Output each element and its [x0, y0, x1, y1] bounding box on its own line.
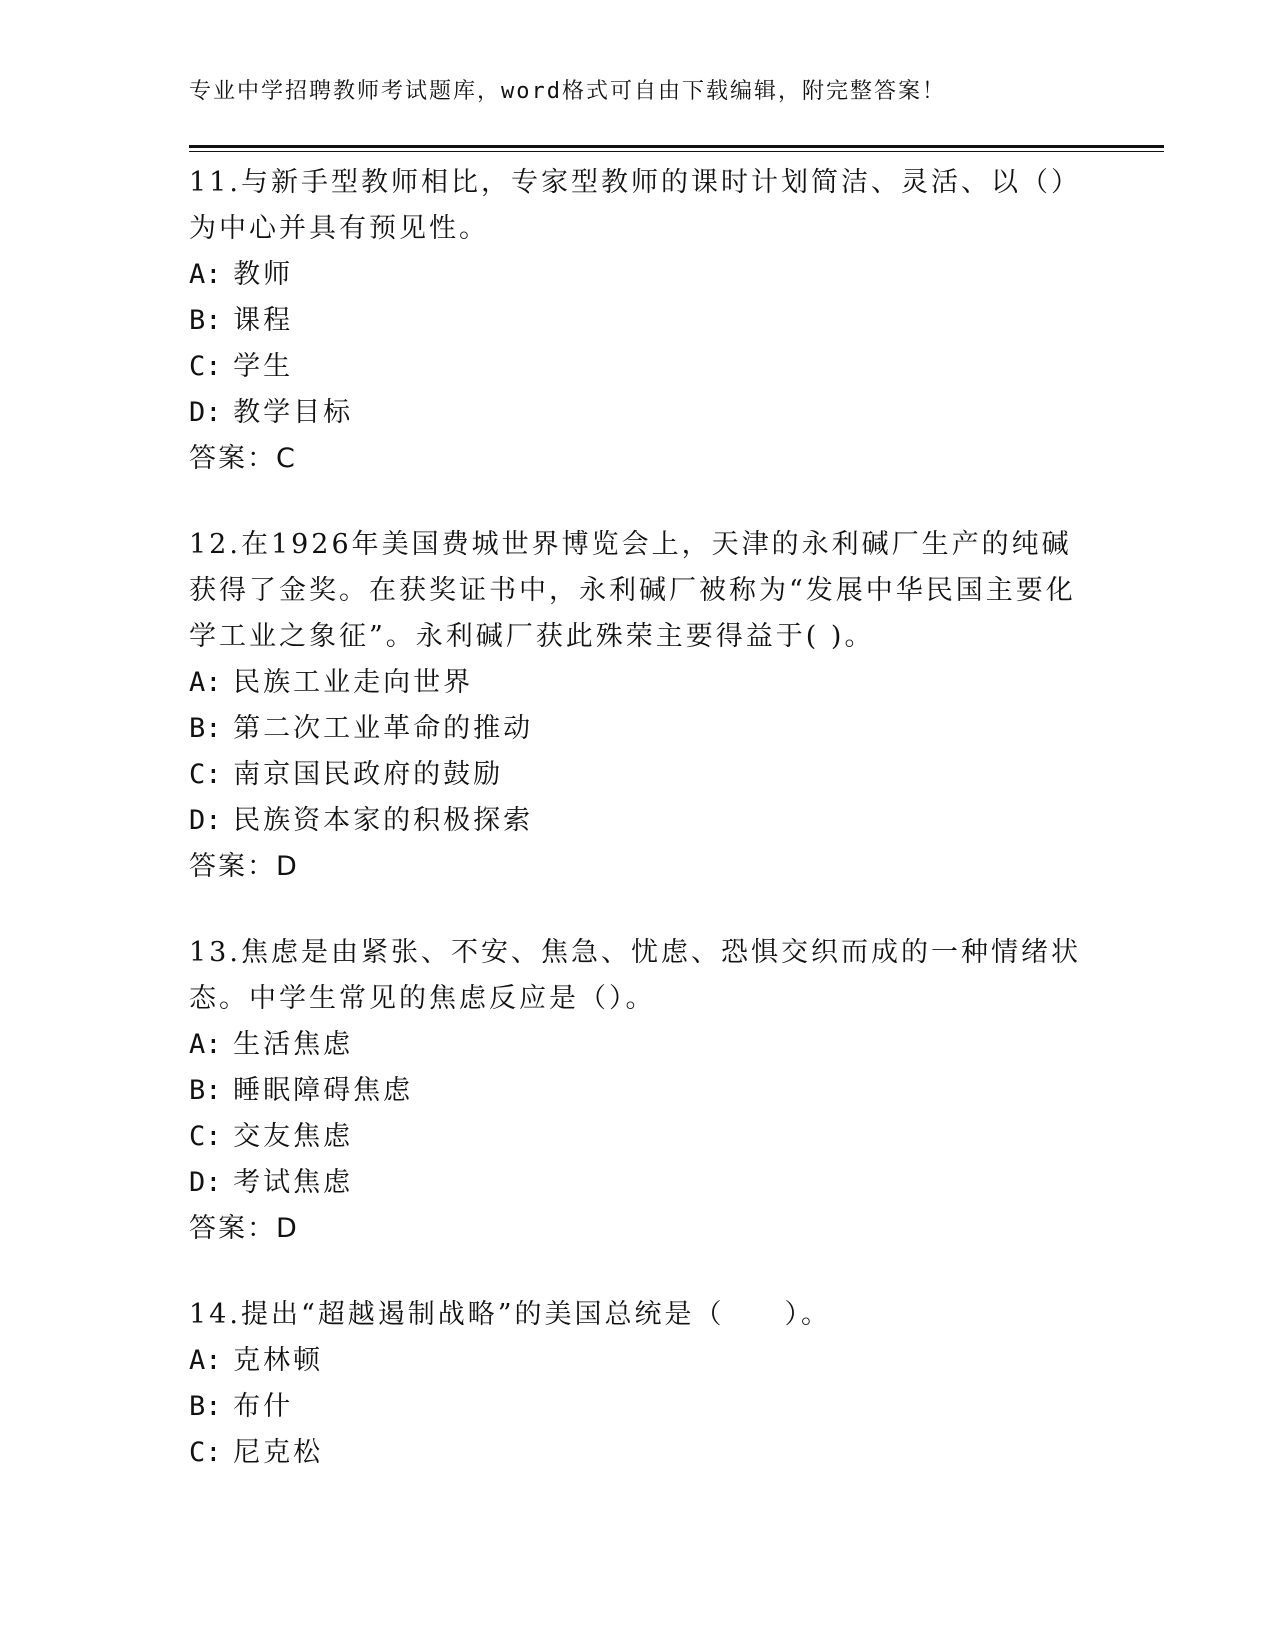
option-letter: B:	[189, 1391, 222, 1422]
option-c	[189, 1114, 1089, 1160]
answer: 答案：C	[189, 443, 297, 474]
question-stem: 14.提出“超越遏制战略”的美国总统是（ ）。	[189, 1299, 832, 1330]
option-letter: B:	[189, 305, 222, 336]
option-letter: C:	[189, 1121, 222, 1152]
option-letter: A:	[189, 1029, 222, 1060]
option-letter: C:	[189, 351, 222, 382]
option-a	[189, 1022, 1089, 1068]
option-text: 民族资本家的积极探索	[233, 805, 534, 836]
answer: 答案：D	[189, 851, 299, 882]
question-list	[189, 160, 1089, 1476]
option-c	[189, 1430, 1089, 1476]
option-letter: B:	[189, 1075, 222, 1106]
option-b	[189, 298, 1089, 344]
question-11	[189, 160, 1089, 482]
header-rule-thin	[189, 151, 1164, 152]
option-text: 交友焦虑	[233, 1121, 354, 1152]
question-14	[189, 1292, 1089, 1476]
header-rule-thick	[189, 145, 1164, 148]
question-stem: 13.焦虑是由紧张、不安、焦急、忧虑、恐惧交织而成的一种情绪状态。中学生常见的焦虑反应是（）。	[189, 937, 1081, 1014]
option-letter: D:	[189, 1167, 222, 1198]
option-text: 教学目标	[233, 397, 354, 428]
option-text: 民族工业走向世界	[233, 667, 474, 698]
option-letter: C:	[189, 1437, 222, 1468]
option-d	[189, 390, 1089, 436]
option-text: 生活焦虑	[233, 1029, 354, 1060]
question-13	[189, 930, 1089, 1252]
question-stem: 12.在1926年美国费城世界博览会上，天津的永利碱厂生产的纯碱获得了金奖。在获奖证书中，永利碱厂被称为“发展中华民国主要化学工业之象征”。永利碱厂获此殊荣主要得益于( )。	[189, 529, 1076, 652]
option-c	[189, 344, 1089, 390]
option-c	[189, 752, 1089, 798]
option-text: 克林顿	[233, 1345, 324, 1376]
option-text: 睡眠障碍焦虑	[233, 1075, 414, 1106]
option-b	[189, 1068, 1089, 1114]
option-text: 学生	[233, 351, 294, 382]
question-stem: 11.与新手型教师相比，专家型教师的课时计划简洁、灵活、以（）为中心并具有预见性。	[189, 167, 1081, 244]
option-a	[189, 1338, 1089, 1384]
option-text: 教师	[233, 259, 294, 290]
question-12	[189, 522, 1089, 890]
option-letter: C:	[189, 759, 222, 790]
option-letter: D:	[189, 397, 222, 428]
option-b	[189, 706, 1089, 752]
option-a	[189, 660, 1089, 706]
option-d	[189, 798, 1089, 844]
option-text: 考试焦虑	[233, 1167, 354, 1198]
option-a	[189, 252, 1089, 298]
option-text: 南京国民政府的鼓励	[233, 759, 504, 790]
option-letter: A:	[189, 667, 222, 698]
option-text: 课程	[233, 305, 294, 336]
option-d	[189, 1160, 1089, 1206]
option-text: 布什	[233, 1391, 294, 1422]
option-b	[189, 1384, 1089, 1430]
option-letter: A:	[189, 1345, 222, 1376]
option-letter: A:	[189, 259, 222, 290]
page-header: 专业中学招聘教师考试题库，word格式可自由下载编辑，附完整答案！	[189, 79, 946, 104]
answer: 答案：D	[189, 1213, 299, 1244]
option-letter: D:	[189, 805, 222, 836]
option-text: 第二次工业革命的推动	[233, 713, 534, 744]
option-letter: B:	[189, 713, 222, 744]
option-text: 尼克松	[233, 1437, 324, 1468]
